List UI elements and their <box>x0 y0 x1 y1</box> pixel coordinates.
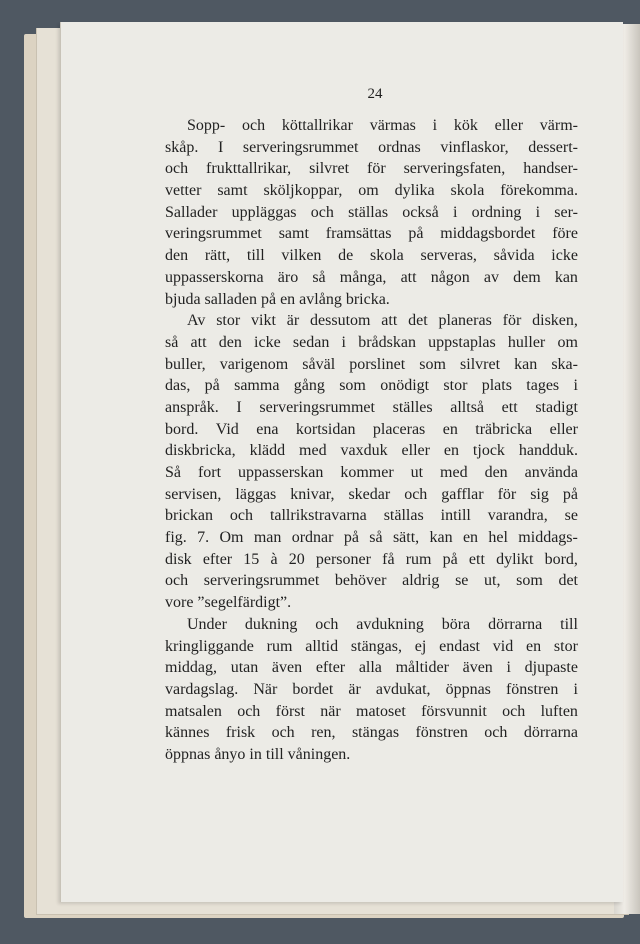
text-line: brickan och tallrikstravarna ställas intill varandra, se <box>165 507 578 525</box>
text-line: vetter samt sköljkoppar, om dylika skola förekomma. <box>165 182 578 200</box>
text-line: buller, varigenom såväl porslinet som silvret kan ska- <box>165 355 578 373</box>
body-text <box>165 115 578 766</box>
text-line: bord. Vid ena kortsidan placeras en träbricka eller <box>165 420 578 438</box>
text-line: Så fort uppasserskan kommer ut med den använda <box>165 464 578 481</box>
text-line: das, på samma gång som onödigt stor plats tages i <box>165 377 578 395</box>
text-line: uppasserskorna äro så många, att någon av dem kan <box>165 268 578 286</box>
page-number: 24 <box>367 86 383 102</box>
text-line: kännes frisk och ren, stängas fönstren och dörrarna <box>165 724 578 742</box>
text-line: Sallader uppläggas och ställas också i ordning i ser- <box>165 203 578 221</box>
text-line: och serveringsrummet behöver aldrig se ut, som det <box>165 572 578 590</box>
text-line: Av stor vikt är dessutom att det planeras för disken, <box>187 312 578 330</box>
text-line: vore ”segelfärdigt”. <box>165 594 292 612</box>
text-line: fig. 7. Om man ordnar på så sätt, kan en hel middags- <box>165 529 578 547</box>
text-line: den rätt, till vilken de skola serveras, såvida icke <box>165 247 578 265</box>
text-line: skåp. I serveringsrummet ordnas vinflaskor, dessert- <box>165 138 578 156</box>
text-line: matsalen och först när matoset försvunnit och luften <box>165 702 578 720</box>
text-line: veringsrummet samt framsättas på middagsbordet före <box>165 225 578 243</box>
text-line: disk efter 15 à 20 personer få rum på ett dylikt bord, <box>165 550 578 568</box>
text-line: och frukttallrikar, silvret för serveringsfaten, handser- <box>165 160 578 178</box>
text-line: anspråk. I serveringsrummet ställes alltså ett stadigt <box>165 398 578 416</box>
text-line: middag, utan även efter alla måltider även i djupaste <box>165 659 578 677</box>
text-line: vardagslag. När bordet är avdukat, öppnas fönstren i <box>165 680 578 698</box>
text-line: Under dukning och avdukning böra dörrarna till <box>187 615 578 633</box>
text-line: diskbricka, klädd med vaxduk eller en tjock handduk. <box>165 442 578 460</box>
text-line: bjuda salladen på en avlång bricka. <box>165 290 390 308</box>
text-line: kringliggande rum alltid stängas, ej endast vid en stor <box>165 637 578 655</box>
text-line: så att den icke sedan i brådskan uppstaplas huller om <box>165 333 578 351</box>
text-line: servisen, läggas knivar, skedar och gafflar för sig på <box>165 485 578 503</box>
text-line: öppnas ånyo in till våningen. <box>165 745 351 763</box>
text-line: Sopp- och köttallrikar värmas i kök eller värm- <box>187 117 578 134</box>
